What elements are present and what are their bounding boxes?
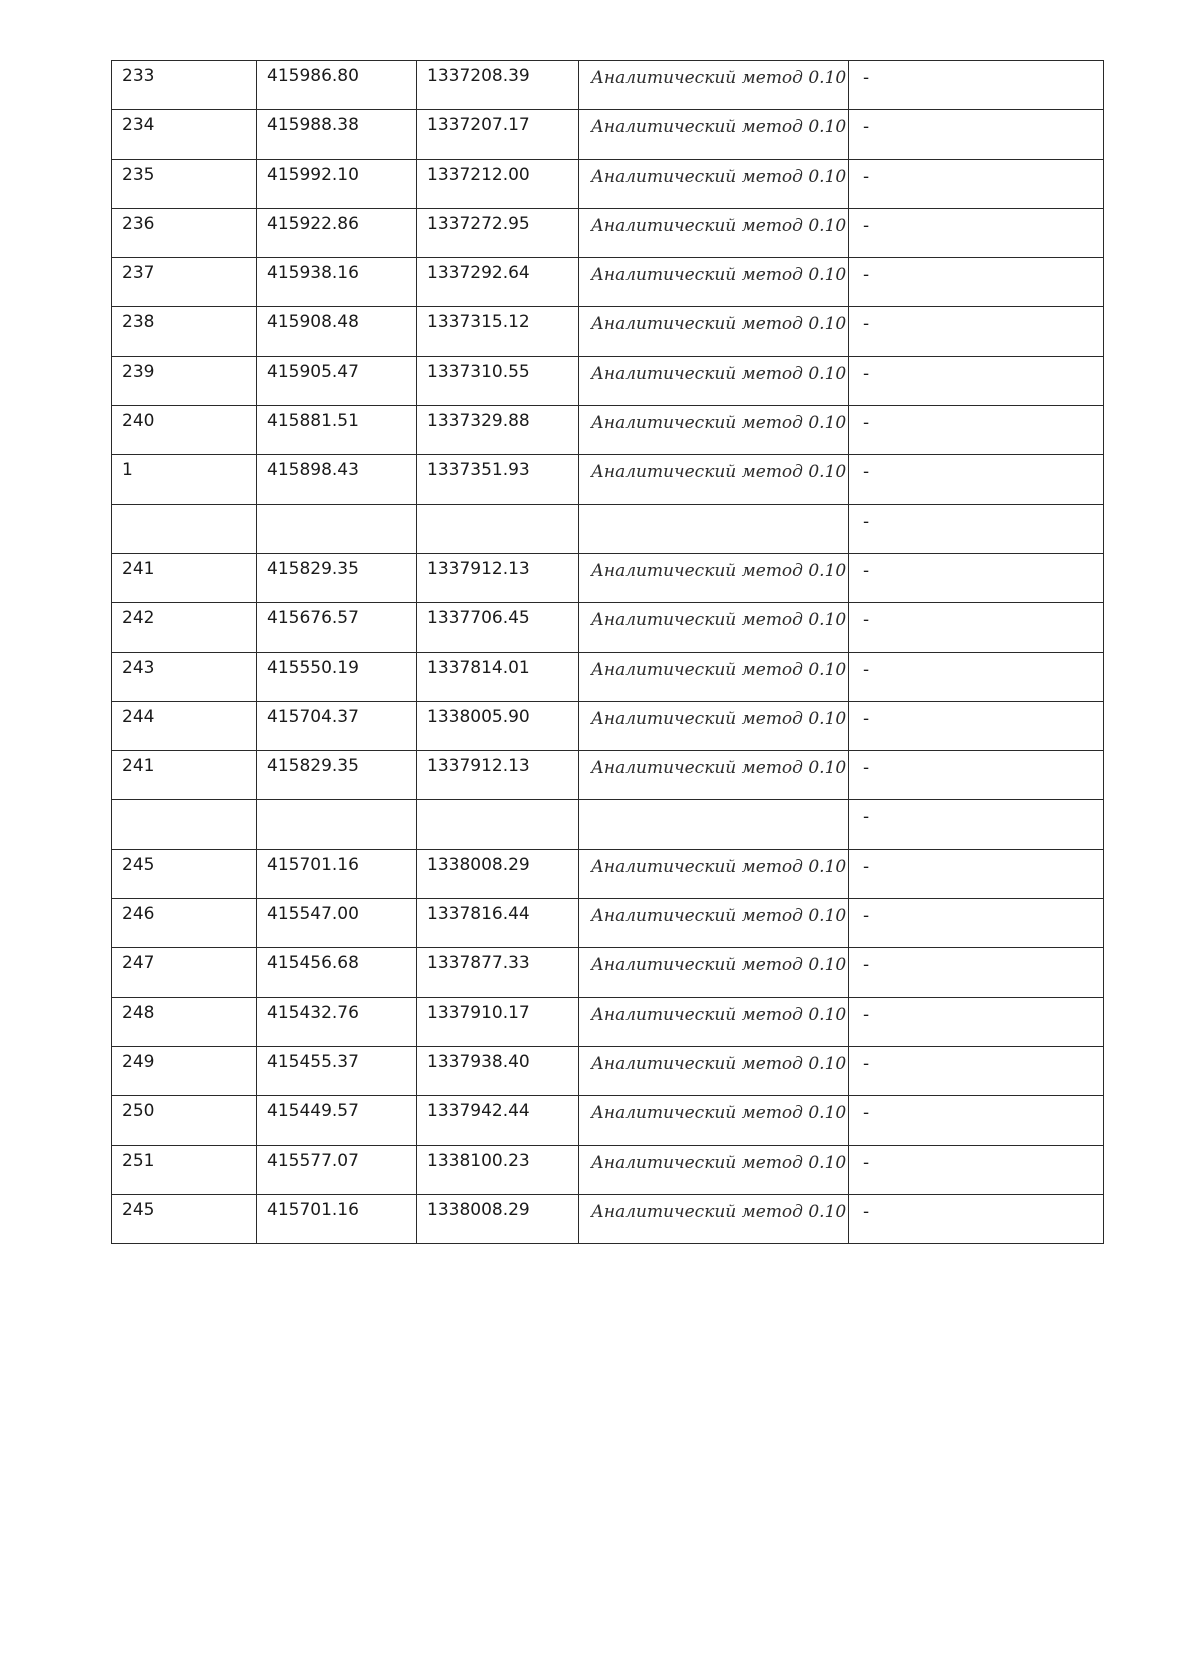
point-number-cell: 238 [112,307,257,356]
point-number-cell: 242 [112,603,257,652]
table-row [112,997,1104,1046]
note-cell: - [849,553,1104,602]
note-cell: - [849,455,1104,504]
method-cell: Аналитический метод 0.10 [579,1096,849,1145]
point-number-cell: 240 [112,406,257,455]
method-cell: Аналитический метод 0.10 [579,406,849,455]
note-cell: - [849,1096,1104,1145]
x-coordinate-cell: 415449.57 [257,1096,417,1145]
note-cell: - [849,997,1104,1046]
point-number-cell: 244 [112,701,257,750]
note-cell: - [849,307,1104,356]
y-coordinate-cell [417,800,579,849]
table-row [112,258,1104,307]
y-coordinate-cell: 1337272.95 [417,208,579,257]
method-cell: Аналитический метод 0.10 [579,997,849,1046]
y-coordinate-cell: 1337816.44 [417,899,579,948]
method-cell: Аналитический метод 0.10 [579,652,849,701]
method-cell: Аналитический метод 0.10 [579,356,849,405]
method-cell: Аналитический метод 0.10 [579,849,849,898]
table-row [112,159,1104,208]
table-row [112,406,1104,455]
y-coordinate-cell: 1338005.90 [417,701,579,750]
table-row [112,1046,1104,1095]
y-coordinate-cell: 1337207.17 [417,110,579,159]
table-row [112,504,1104,553]
method-cell: Аналитический метод 0.10 [579,258,849,307]
method-cell: Аналитический метод 0.10 [579,455,849,504]
point-number-cell: 1 [112,455,257,504]
y-coordinate-cell: 1337938.40 [417,1046,579,1095]
y-coordinate-cell: 1337706.45 [417,603,579,652]
method-cell: Аналитический метод 0.10 [579,751,849,800]
point-number-cell: 245 [112,1194,257,1243]
table-row [112,110,1104,159]
y-coordinate-cell: 1337292.64 [417,258,579,307]
point-number-cell [112,504,257,553]
method-cell: Аналитический метод 0.10 [579,1145,849,1194]
note-cell: - [849,1194,1104,1243]
y-coordinate-cell: 1337310.55 [417,356,579,405]
method-cell: Аналитический метод 0.10 [579,603,849,652]
x-coordinate-cell: 415676.57 [257,603,417,652]
method-cell: Аналитический метод 0.10 [579,1046,849,1095]
table-row [112,208,1104,257]
y-coordinate-cell: 1337208.39 [417,61,579,110]
note-cell: - [849,406,1104,455]
method-cell: Аналитический метод 0.10 [579,948,849,997]
method-cell: Аналитический метод 0.10 [579,159,849,208]
table-row [112,1096,1104,1145]
y-coordinate-cell: 1337912.13 [417,751,579,800]
note-cell: - [849,899,1104,948]
note-cell: - [849,701,1104,750]
note-cell: - [849,208,1104,257]
table-row [112,603,1104,652]
x-coordinate-cell: 415922.86 [257,208,417,257]
x-coordinate-cell: 415701.16 [257,849,417,898]
table-row [112,652,1104,701]
table-row [112,701,1104,750]
note-cell: - [849,110,1104,159]
note-cell: - [849,603,1104,652]
note-cell: - [849,751,1104,800]
y-coordinate-cell: 1337329.88 [417,406,579,455]
method-cell [579,800,849,849]
method-cell: Аналитический метод 0.10 [579,701,849,750]
note-cell: - [849,159,1104,208]
table-row [112,356,1104,405]
note-cell: - [849,652,1104,701]
y-coordinate-cell: 1337351.93 [417,455,579,504]
x-coordinate-cell: 415455.37 [257,1046,417,1095]
y-coordinate-cell: 1337814.01 [417,652,579,701]
table-row [112,948,1104,997]
x-coordinate-cell: 415898.43 [257,455,417,504]
x-coordinate-cell: 415829.35 [257,751,417,800]
coordinates-table [111,60,1104,1244]
note-cell: - [849,1145,1104,1194]
note-cell: - [849,849,1104,898]
y-coordinate-cell [417,504,579,553]
method-cell: Аналитический метод 0.10 [579,899,849,948]
note-cell: - [849,1046,1104,1095]
x-coordinate-cell: 415701.16 [257,1194,417,1243]
y-coordinate-cell: 1337912.13 [417,553,579,602]
table-row [112,1145,1104,1194]
point-number-cell: 241 [112,553,257,602]
y-coordinate-cell: 1338008.29 [417,1194,579,1243]
note-cell: - [849,356,1104,405]
y-coordinate-cell: 1337910.17 [417,997,579,1046]
x-coordinate-cell: 415908.48 [257,307,417,356]
point-number-cell [112,800,257,849]
point-number-cell: 246 [112,899,257,948]
y-coordinate-cell: 1337877.33 [417,948,579,997]
method-cell: Аналитический метод 0.10 [579,553,849,602]
x-coordinate-cell: 415938.16 [257,258,417,307]
y-coordinate-cell: 1337212.00 [417,159,579,208]
x-coordinate-cell: 415992.10 [257,159,417,208]
x-coordinate-cell: 415881.51 [257,406,417,455]
point-number-cell: 245 [112,849,257,898]
table-row [112,849,1104,898]
x-coordinate-cell: 415829.35 [257,553,417,602]
point-number-cell: 250 [112,1096,257,1145]
y-coordinate-cell: 1337942.44 [417,1096,579,1145]
coordinates-table-body [112,61,1104,1244]
y-coordinate-cell: 1338008.29 [417,849,579,898]
note-cell: - [849,258,1104,307]
x-coordinate-cell: 415577.07 [257,1145,417,1194]
method-cell: Аналитический метод 0.10 [579,61,849,110]
y-coordinate-cell: 1337315.12 [417,307,579,356]
x-coordinate-cell: 415432.76 [257,997,417,1046]
y-coordinate-cell: 1338100.23 [417,1145,579,1194]
x-coordinate-cell: 415704.37 [257,701,417,750]
table-row [112,800,1104,849]
point-number-cell: 251 [112,1145,257,1194]
point-number-cell: 248 [112,997,257,1046]
table-row [112,899,1104,948]
table-row [112,553,1104,602]
x-coordinate-cell: 415986.80 [257,61,417,110]
note-cell: - [849,61,1104,110]
method-cell: Аналитический метод 0.10 [579,1194,849,1243]
x-coordinate-cell: 415988.38 [257,110,417,159]
method-cell [579,504,849,553]
x-coordinate-cell: 415550.19 [257,652,417,701]
x-coordinate-cell [257,800,417,849]
table-row [112,455,1104,504]
table-row [112,61,1104,110]
point-number-cell: 243 [112,652,257,701]
table-row [112,751,1104,800]
x-coordinate-cell: 415905.47 [257,356,417,405]
point-number-cell: 237 [112,258,257,307]
table-row [112,1194,1104,1243]
point-number-cell: 247 [112,948,257,997]
note-cell: - [849,800,1104,849]
note-cell: - [849,504,1104,553]
method-cell: Аналитический метод 0.10 [579,110,849,159]
point-number-cell: 235 [112,159,257,208]
point-number-cell: 236 [112,208,257,257]
method-cell: Аналитический метод 0.10 [579,307,849,356]
point-number-cell: 241 [112,751,257,800]
note-cell: - [849,948,1104,997]
x-coordinate-cell [257,504,417,553]
point-number-cell: 239 [112,356,257,405]
point-number-cell: 233 [112,61,257,110]
x-coordinate-cell: 415547.00 [257,899,417,948]
point-number-cell: 249 [112,1046,257,1095]
point-number-cell: 234 [112,110,257,159]
method-cell: Аналитический метод 0.10 [579,208,849,257]
table-row [112,307,1104,356]
x-coordinate-cell: 415456.68 [257,948,417,997]
